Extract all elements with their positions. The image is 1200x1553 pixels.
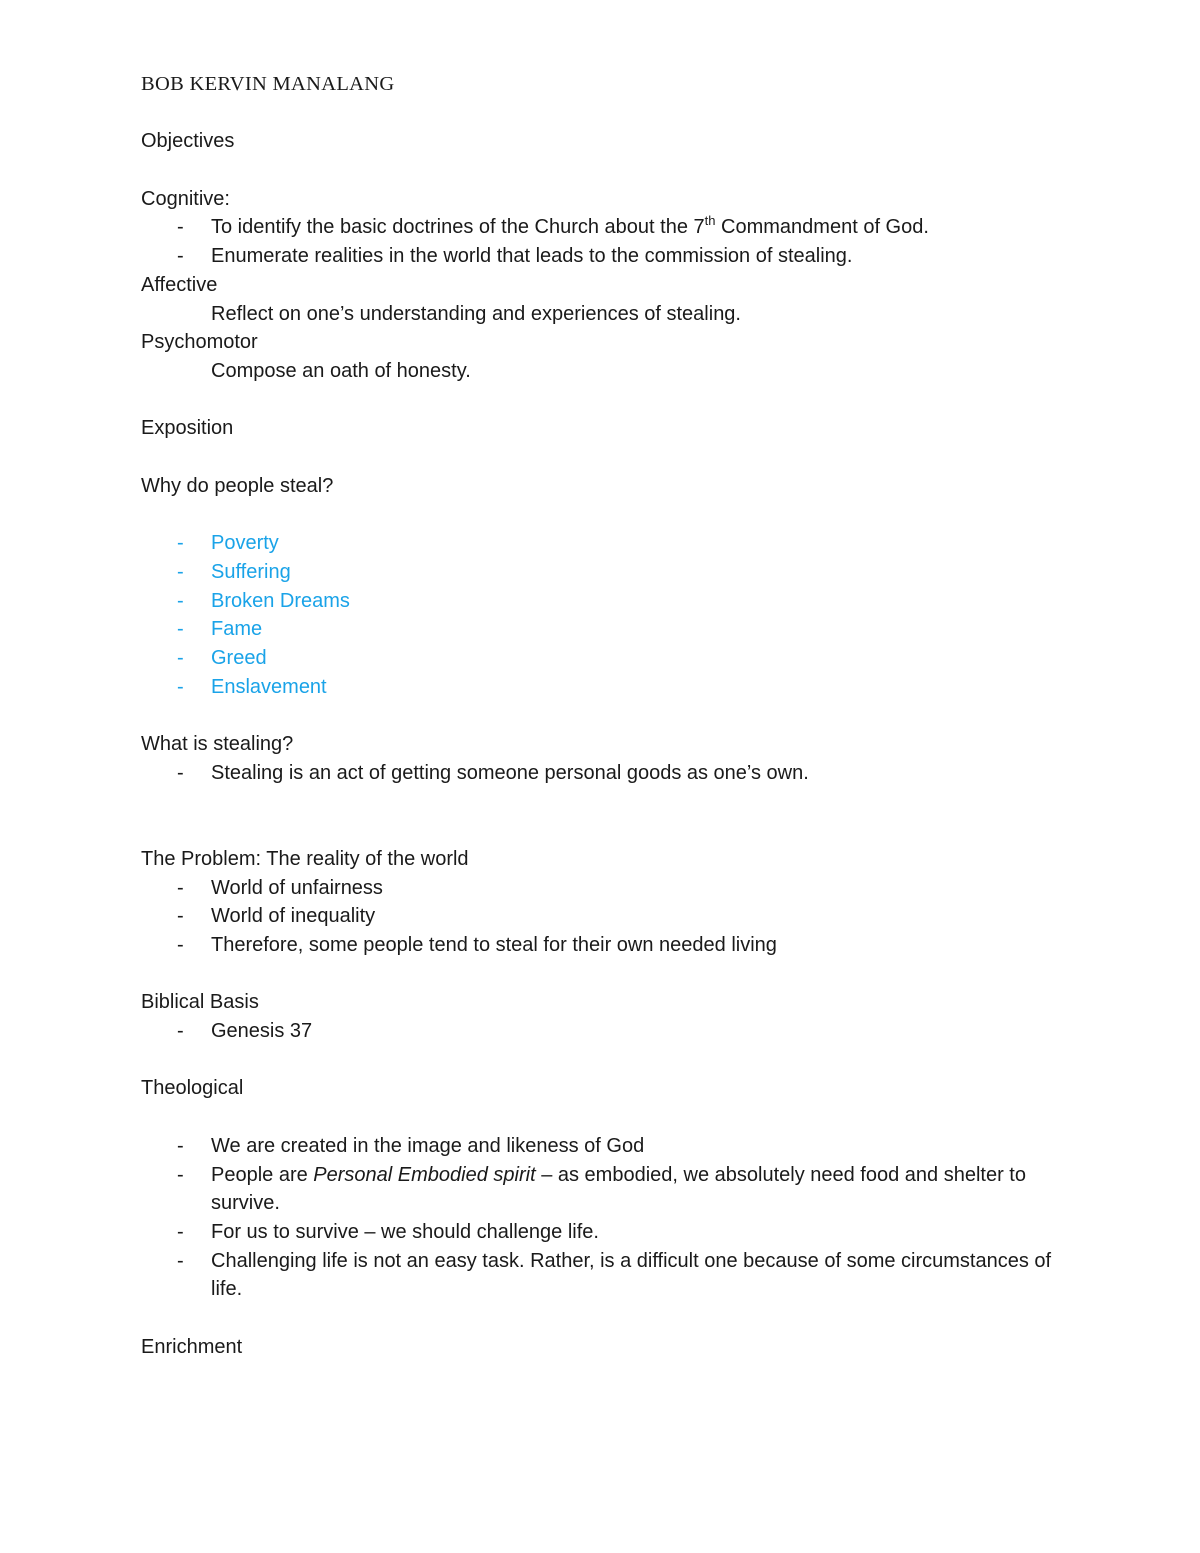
problem-heading: The Problem: The reality of the world [141,847,469,870]
author-name: BOB KERVIN MANALANG [141,73,395,95]
list-dash: - [177,618,184,641]
reason-label: Fame [211,618,263,641]
objectives-heading: Objectives [141,130,235,153]
cognitive-label: Cognitive: [141,187,230,210]
exposition-heading: Exposition [141,417,234,440]
list-dash: - [177,1020,184,1043]
reason-label: Suffering [211,560,291,583]
reason-item [141,529,1071,558]
theological-item-2-lead: People are [211,1163,314,1186]
reason-item [141,644,1071,673]
list-item [141,931,1071,960]
list-dash: - [177,560,184,583]
list-item [141,1017,1071,1046]
list-dash: - [177,761,184,784]
why-steal-question: Why do people steal? [141,474,334,497]
affective-label: Affective [141,273,218,296]
theological-item-2-tail: – as embodied, we absolutely need food and shelter to survive. [211,1163,1026,1215]
list-dash: - [177,245,184,268]
cognitive-item-2: Enumerate realities in the world that leads to the commission of stealing. [211,245,853,268]
list-dash: - [177,1163,184,1186]
list-item [141,242,1071,271]
psychomotor-label: Psychomotor [141,331,258,354]
theological-item-4: Challenging life is not an easy task. Rather, is a difficult one because of some circumstances of life. [211,1249,1052,1301]
cognitive-item-1-text: To identify the basic doctrines of the Church about the 7 [211,216,705,239]
reason-label: Broken Dreams [211,589,350,612]
problem-item-3: Therefore, some people tend to steal for their own needed living [211,933,777,956]
list-dash: - [177,1134,184,1157]
biblical-heading: Biblical Basis [141,991,259,1014]
list-item [141,1161,1071,1218]
problem-item-1: World of unfairness [211,876,383,899]
theological-item-3: For us to survive – we should challenge life. [211,1220,599,1243]
list-dash: - [177,1220,184,1243]
list-item [141,1132,1071,1161]
list-dash: - [177,216,184,239]
psychomotor-text: Compose an oath of honesty. [211,360,471,382]
reason-label: Greed [211,646,267,669]
list-dash: - [177,675,184,698]
list-dash: - [177,589,184,612]
reasons-list [141,529,1071,701]
reason-item [141,558,1071,587]
list-item [141,1218,1071,1247]
theological-item-2 [211,1161,1071,1218]
list-dash: - [177,933,184,956]
affective-text: Reflect on one’s understanding and experiences of stealing. [211,302,741,325]
list-dash: - [177,905,184,928]
theological-item-1: We are created in the image and likeness of God [211,1134,645,1157]
ordinal-superscript: th [704,212,716,228]
cognitive-item-1 [211,213,1071,242]
reason-label: Enslavement [211,675,327,698]
reason-item [141,587,1071,616]
list-item [141,213,1071,242]
list-dash: - [177,532,184,555]
list-dash: - [177,646,184,669]
list-item [141,1247,1071,1304]
stealing-definition: Stealing is an act of getting someone personal goods as one’s own. [211,761,809,784]
reason-item [141,615,1071,644]
list-item [141,759,1071,788]
what-is-stealing-heading: What is stealing? [141,733,294,756]
document-body [141,70,1071,1361]
reason-label: Poverty [211,532,279,555]
theological-heading: Theological [141,1077,244,1100]
cognitive-item-1-tail: Commandment of God. [715,216,929,239]
problem-item-2: World of inequality [211,905,376,928]
list-item [141,902,1071,931]
reason-item [141,673,1071,702]
list-item [141,874,1071,903]
theological-item-2-emphasis: Personal Embodied spirit [313,1163,536,1186]
list-dash: - [177,1249,184,1272]
list-dash: - [177,876,184,899]
biblical-item-1: Genesis 37 [211,1020,313,1043]
enrichment-heading: Enrichment [141,1335,243,1358]
